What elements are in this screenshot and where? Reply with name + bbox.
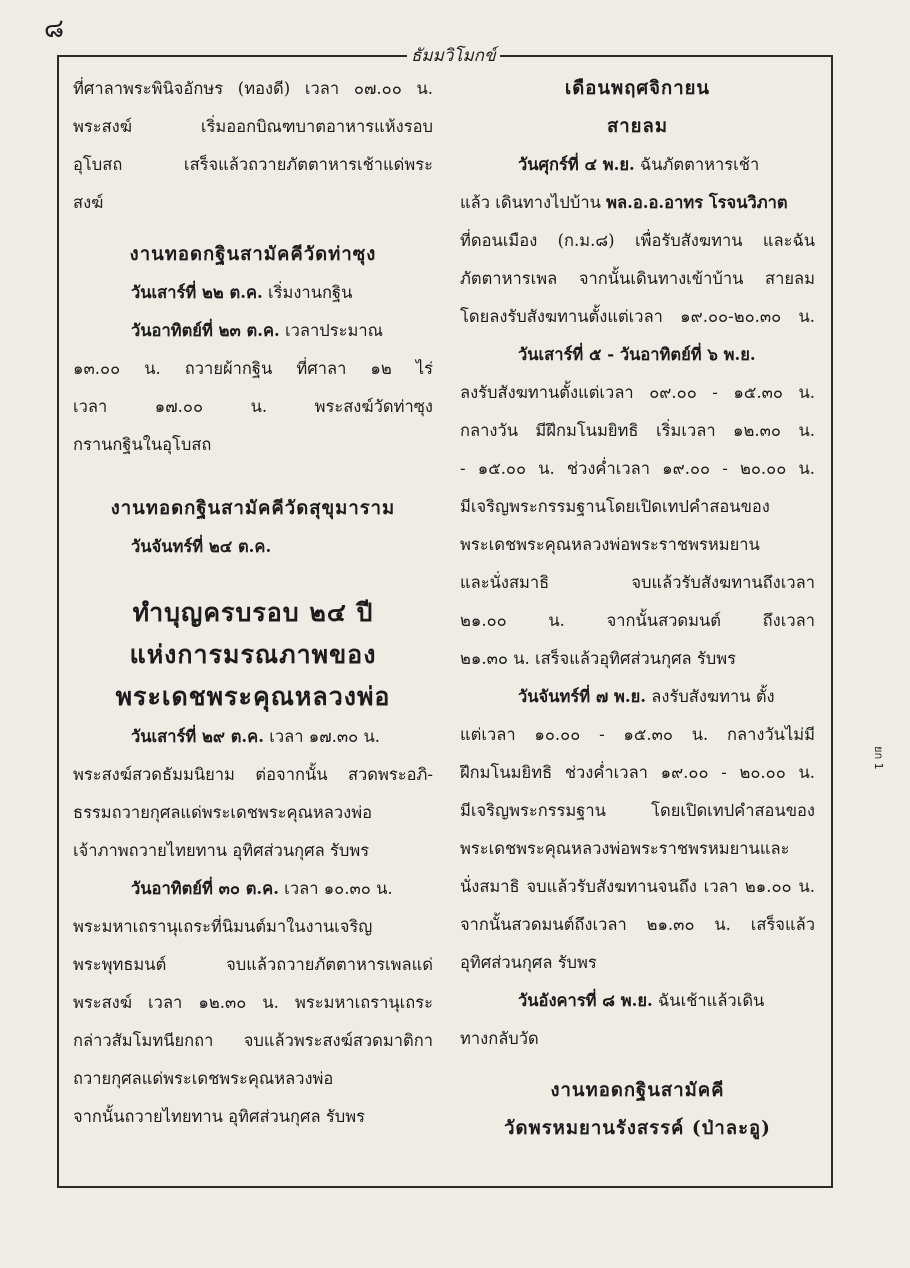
text-line: จากนั้นถวายไทยทาน อุทิศส่วนกุศล รับพร	[73, 1107, 365, 1126]
date-label: วันอังคารที่ ๘ พ.ย.	[518, 991, 653, 1010]
text-line: และนั่งสมาธิ จบแล้วรับสังฆทานถึงเวลา	[460, 573, 815, 592]
text-line: ลงรับสังฆทานตั้งแต่เวลา ๐๙.๐๐ - ๑๕.๓๐ น.	[460, 383, 815, 402]
text-line: จากนั้นสวดมนต์ถึงเวลา ๒๑.๓๐ น. เสร็จแล้ว	[460, 915, 815, 934]
section-heading: งานทอดกฐินสามัคคีวัดสุขุมาราม	[110, 498, 396, 519]
text-line: กรานกฐินในอุโบสถ	[73, 435, 212, 454]
text-line: มีเจริญพระกรรมฐาน โดยเปิดเทปคำสอนของ	[460, 801, 815, 820]
text-line: เวลา ๑๗.๐๐ น. พระสงฆ์วัดท่าซุง	[73, 397, 433, 416]
section-heading: งานทอดกฐินสามัคคีวัดท่าซุง	[129, 244, 377, 265]
text-line: โดยลงรับสังฆทานตั้งแต่เวลา ๑๙.๐๐-๒๐.๓๐ น.	[460, 307, 815, 326]
text-line: ถวายกุศลแด่พระเดชพระคุณหลวงพ่อ	[73, 1069, 334, 1088]
text-line	[460, 184, 815, 222]
text-line: กล่าวสัมโมทนียกถา จบแล้วพระสงฆ์สวดมาติกา	[73, 1031, 433, 1050]
section-heading: งานทอดกฐินสามัคคี	[550, 1080, 725, 1101]
text-line: พระเดชพระคุณหลวงพ่อพระราชพรหมยานและ	[460, 839, 790, 858]
date-label: วันศุกร์ที่ ๔ พ.ย.	[518, 155, 635, 174]
text-line: พระพุทธมนต์ จบแล้วถวายภัตตาหารเพลแด่	[73, 955, 433, 974]
section-heading: วัดพรหมยานรังสรรค์ (ป่าละอู)	[504, 1118, 771, 1139]
text-line: ที่ดอนเมือง (ก.ม.๘) เพื่อรับสังฆทาน และฉัน	[460, 231, 815, 250]
text-line: ๒๑.๐๐ น. จากนั้นสวดมนต์ ถึงเวลา	[460, 611, 815, 630]
text-line	[460, 146, 815, 184]
text-line: ๒๑.๓๐ น. เสร็จแล้วอุทิศส่วนกุศล รับพร	[460, 649, 736, 668]
left-column	[73, 70, 433, 1136]
text-line: ที่ศาลาพระพินิจอักษร (ทองดี) เวลา ๐๗.๐๐ น.	[73, 79, 433, 98]
text-line: ธรรมถวายกุศลแด่พระเดชพระคุณหลวงพ่อ	[73, 803, 372, 822]
date-label: วันอาทิตย์ที่ ๒๓ ต.ค.	[131, 321, 280, 340]
text-line	[460, 982, 815, 1020]
text-line: เจ้าภาพถวายไทยทาน อุทิศส่วนกุศล รับพร	[73, 841, 370, 860]
text-line: แต่เวลา ๑๐.๐๐ - ๑๕.๓๐ น. กลางวันไม่มี	[460, 725, 815, 744]
text-line: พระเดชพระคุณหลวงพ่อพระราชพรหมยาน	[460, 535, 760, 554]
text-line: สงฆ์	[73, 193, 104, 212]
text-line: พระสงฆ์ เริ่มออกบิณฑบาตอาหารแห้งรอบ	[73, 117, 433, 136]
date-label-text: วันเสาร์ที่ ๕ - วันอาทิตย์ที่ ๖ พ.ย.	[518, 345, 756, 364]
event-text: ลงรับสังฆทาน ตั้ง	[646, 687, 775, 706]
feature-heading: พระเดชพระคุณหลวงพ่อ	[115, 682, 391, 711]
date-label	[73, 528, 433, 566]
text-line: ๑๓.๐๐ น. ถวายผ้ากฐิน ที่ศาลา ๑๒ ไร่	[73, 359, 433, 378]
host-name: พล.อ.อ.อาทร โรจนวิภาต	[606, 193, 788, 212]
event-text: เวลาประมาณ	[279, 321, 383, 340]
feature-heading: แห่งการมรณภาพของ	[129, 640, 377, 669]
event-text: ฉันภัตตาหารเช้า	[634, 155, 760, 174]
date-label: วันเสาร์ที่ ๒๒ ต.ค.	[131, 283, 263, 302]
text-line	[73, 870, 433, 908]
date-label: วันอาทิตย์ที่ ๓๐ ต.ค.	[131, 879, 279, 898]
date-label	[460, 336, 815, 374]
text-line: - ๑๕.๐๐ น. ช่วงค่ำเวลา ๑๙.๐๐ - ๒๐.๐๐ น.	[460, 459, 815, 478]
location-heading: สายลม	[606, 116, 669, 137]
page-number: ๘	[44, 14, 65, 44]
text-line: ภัตตาหารเพล จากนั้นเดินทางเข้าบ้าน สายลม	[460, 269, 815, 288]
text-line: กลางวัน มีฝึกมโนมยิทธิ เริ่มเวลา ๑๒.๓๐ น.	[460, 421, 815, 440]
text-line	[73, 312, 433, 350]
date-label: วันจันทร์ที่ ๗ พ.ย.	[518, 687, 647, 706]
text-line	[73, 718, 433, 756]
side-tab-label: ยก 1	[872, 746, 885, 770]
text-line	[460, 678, 815, 716]
event-text: เวลา ๑๐.๓๐ น.	[278, 879, 393, 898]
text-line: พระสงฆ์สวดธัมมนิยาม ต่อจากนั้น สวดพระอภิ-	[73, 765, 433, 784]
feature-heading: ทำบุญครบรอบ ๒๔ ปี	[132, 598, 374, 627]
text-line: ทางกลับวัด	[460, 1029, 539, 1048]
month-heading: เดือนพฤศจิกายน	[564, 78, 711, 99]
text-line: นั่งสมาธิ จบแล้วรับสังฆทานจนถึง เวลา ๒๑.๐๐ น.	[460, 877, 815, 896]
text-line: อุทิศส่วนกุศล รับพร	[460, 953, 597, 972]
text-line: อุโบสถ เสร็จแล้วถวายภัตตาหารเช้าแด่พระ	[73, 155, 433, 174]
date-label-text: วันจันทร์ที่ ๒๔ ต.ค.	[131, 537, 272, 556]
text-line	[73, 274, 433, 312]
event-text: เวลา ๑๗.๓๐ น.	[263, 727, 380, 746]
right-column	[460, 70, 815, 1148]
running-header: ธัมมวิโมกข์	[407, 46, 500, 66]
event-text: แล้ว เดินทางไปบ้าน	[460, 193, 607, 212]
text-line: พระมหาเถรานุเถระที่นิมนต์มาในงานเจริญ	[73, 917, 373, 936]
event-text: เริ่มงานกฐิน	[262, 283, 353, 302]
text-line: ฝึกมโนมยิทธิ ช่วงค่ำเวลา ๑๙.๐๐ - ๒๐.๐๐ น.	[460, 763, 815, 782]
text-line: มีเจริญพระกรรมฐานโดยเปิดเทปคำสอนของ	[460, 497, 770, 516]
date-label: วันเสาร์ที่ ๒๙ ต.ค.	[131, 727, 264, 746]
event-text: ฉันเช้าแล้วเดิน	[652, 991, 765, 1010]
text-line: พระสงฆ์ เวลา ๑๒.๓๐ น. พระมหาเถรานุเถระ	[73, 993, 433, 1012]
